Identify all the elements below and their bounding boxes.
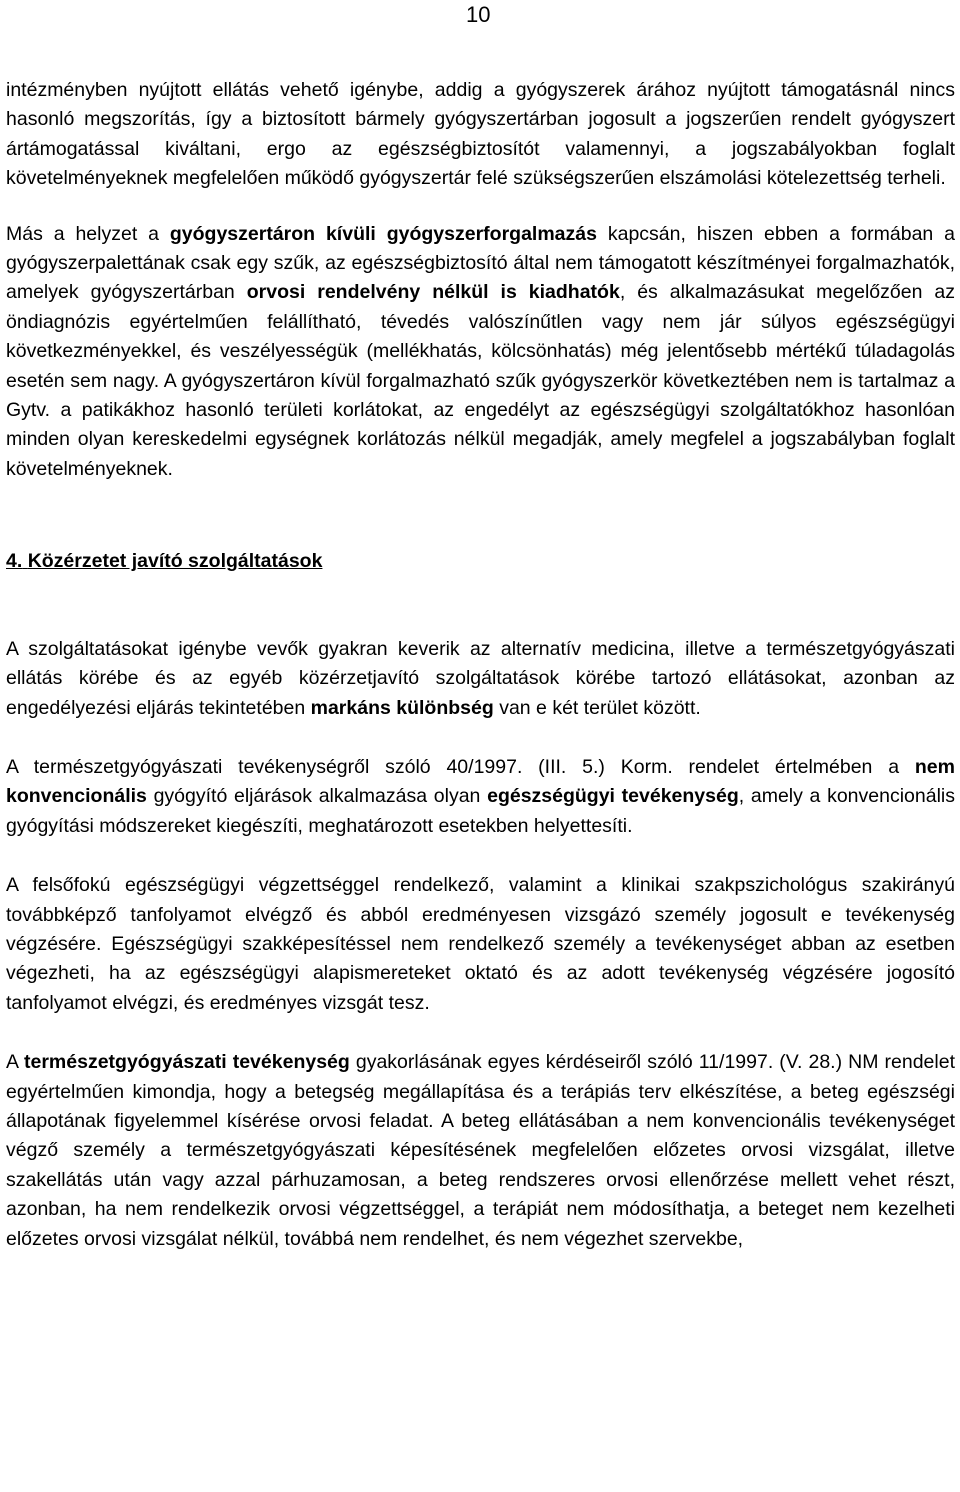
paragraph-3	[6, 635, 955, 723]
paragraph-3-bold-1: markáns különbség	[310, 696, 494, 719]
paragraph-3-text-1: A szolgáltatásokat igénybe vevők gyakran keverik az alternatív medicina, illetve a természetgyógyászati ellátás körébe és az egyéb közérzetjavító szolgáltatások körébe tartozó ellátásokat, azonban az engedélyezési eljárás tekintetében	[6, 637, 955, 719]
document-body	[6, 76, 955, 1254]
paragraph-3-text-2: van e két terület között.	[493, 696, 701, 719]
paragraph-2-text-1: Más a helyzet a	[6, 222, 170, 245]
paragraph-4-text-2: gyógyító eljárások alkalmazása olyan	[146, 785, 488, 808]
paragraph-4-text-3: , amely a konvencionális gyógyítási módszereket kiegészíti, meghatározott esetekben helyettesíti.	[6, 785, 956, 837]
page-number: 10	[466, 2, 491, 27]
paragraph-4-bold-1: nem konvencionális	[6, 755, 955, 808]
paragraph-1: intézményben nyújtott ellátás vehető igénybe, addig a gyógyszerek árához nyújtott támogatásnál nincs hasonló megszorítás, így a biztosított bármely gyógyszertárban jogosult a jogszerűen rendelt gyógyszert ártámogatással kiváltani, ergo az egészségbiztosítót valamennyi, a jogszabályokban foglalt követelményeknek megfelelően működő gyógyszertár felé szükségszerűen elszámolási kötelezettség terheli.	[6, 79, 955, 190]
paragraph-5: A felsőfokú egészségügyi végzettséggel rendelkező, valamint a klinikai szakpszichológus szakirányú továbbképző tanfolyamot elvégző és abból eredményesen vizsgázó személy jogosult e tevékenység végzésére. Egészségügyi szakképesítéssel nem rendelkező személy a tevékenységet abban az esetben végezheti, ha az egészségügyi alapismereteket oktató és az adott tevékenység végzésére jogosító tanfolyamot elvégzi, és eredményes vizsgát tesz.	[6, 874, 955, 1014]
section-heading-number: 4.	[6, 550, 23, 573]
paragraph-4-bold-2: egészségügyi tevékenység	[487, 785, 739, 808]
section-heading	[6, 547, 955, 576]
paragraph-2-text-2: kapcsán, hiszen ebben a formában a gyógyszerpalettának csak egy szűk, az egészségbiztosító által nem támogatott készítményei forgalmazhatók, amelyek gyógyszertárban	[6, 222, 956, 304]
paragraph-2-bold-2: orvosi rendelvény nélkül is kiadhatók	[246, 281, 620, 304]
paragraph-6-text-1: A	[6, 1051, 24, 1074]
paragraph-2-bold-1: gyógyszertáron kívüli gyógyszerforgalmazás	[169, 222, 597, 245]
paragraph-6-text-2: gyakorlásának egyes kérdéseiről szóló 11/1997. (V. 28.) NM rendelet egyértelműen kimondja, hogy a betegség megállapítása és a terápiás terv elkészítése, a beteg egészségi állapotának figyelemmel kísérése orvosi feladat. A beteg ellátásában a nem konvencionális tevékenységet végző személy a természetgyógyászati képesítésének megfelelően előzetes orvosi vizsgálat, illetve szakellátás után vagy azzal párhuzamosan, a beteg rendszeres orvosi ellenőrzése mellett vehet részt, azonban, ha nem rendelkezik orvosi végzettséggel, a terápiát nem módosíthatja, a beteget nem kezelheti előzetes orvosi vizsgálat nélkül, továbbá nem rendelhet, és nem végezhet szervekbe,	[6, 1051, 955, 1250]
paragraph-4-text-1: A természetgyógyászati tevékenységről szóló 40/1997. (III. 5.) Korm. rendelet értelmében a	[6, 755, 915, 778]
section-heading-title: Közérzetet javító szolgáltatások	[27, 550, 323, 573]
paragraph-2-text-3: , és alkalmazásukat megelőzően az öndiagnózis egyértelműen felállítható, tévedés valószínűtlen vagy nem jár súlyos egészségügyi következményekkel, és veszélyességük (mellékhatás, kölcsönhatás) még jelentősebb mértékű túladagolás esetén sem nagy. A gyógyszertáron kívül forgalmazható szűk gyógyszerkör következtében nem is tartalmaz a Gytv. a patikákhoz hasonló területi korlátokat, az engedélyt az egészségügyi szolgáltatókhoz hasonlóan minden olyan kereskedelmi egységnek korlátozás nélkül megadják, amely megfelel a jogszabályban foglalt követelményeknek.	[6, 281, 955, 480]
paragraph-6-bold-1: természetgyógyászati tevékenység	[24, 1051, 350, 1074]
paragraph-6	[6, 1048, 955, 1254]
paragraph-4	[6, 753, 955, 841]
paragraph-2	[6, 220, 955, 485]
